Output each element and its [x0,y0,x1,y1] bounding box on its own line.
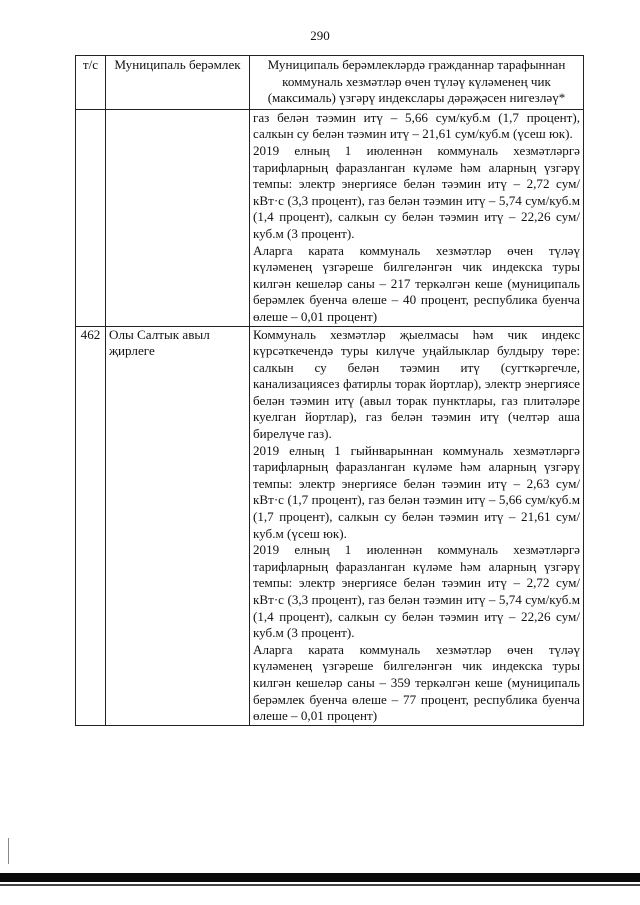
row-number: 462 [76,326,106,725]
scan-margin-mark [8,838,9,864]
row-paragraph: Коммуналь хезмәтләр җыелмасы һәм чик индекс күрсәткечендә туры килүче уңайлыклар булдыру төре: салкын су белән тәэмин итү (сугткәргечле, канализациясез фатирлы торак йортлар), электр энергиясе белән тәэмин итү (авыл торак пунктлары, газ плитәләре куелган йортлар), газ белән тәэмин итү (челтәр аша бирелүче газ). [253,326,580,442]
scan-bottom-border [0,873,640,882]
header-municipality: Муниципаль берәмлек [106,56,250,110]
continuation-text-cell [250,109,584,326]
continuation-paragraph: Аларга карата коммуналь хезмәтләр өчен түләү күләменең үзгәреше билгеләнгән чик индекска туры килгән кешеләр саны – 217 теркәлгән кеше (муниципаль берәмлек буенча өлеше – 40 процент, республика буенча өлеше – 0,01 процент) [253,242,580,324]
scan-bottom-line [0,884,640,886]
table-row-continuation [76,109,584,326]
page-number: 290 [310,28,330,43]
tariff-index-table [75,55,584,726]
continuation-number-cell [76,109,106,326]
continuation-name-cell [106,109,250,326]
row-paragraph: 2019 елның 1 гыйнварыннан коммуналь хезмәтләргә тарифларның фаразланган күләме һәм аларның үзгәрү темпы: электр энергиясе белән тәэмин итү – 2,63 сум/кВт·с (1,7 процент), газ белән тәэмин итү – 5,66 сум/куб.м (1,7 процент), салкын су белән тәэмин итү – 21,61 сум/куб.м (үсеш юк). [253,442,580,541]
row-text-cell [250,326,584,725]
row-paragraph: Аларга карата коммуналь хезмәтләр өчен түләү күләменең үзгәреше билгеләнгән чик индекска туры килгән кешеләр саны – 359 теркәлгән кеше (муниципаль берәмлек буенча өлеше – 77 процент, республика буенча өлеше – 0,01 процент) [253,641,580,724]
continuation-paragraph: 2019 елның 1 июленнән коммуналь хезмәтләргә тарифларның фаразланган күләме һәм аларның үзгәрү темпы: электр энергиясе белән тәэмин итү – 2,72 сум/кВт·с (3,3 процент), газ белән тәэмин итү – 5,74 сум/куб.м (1,4 процент), салкын су белән тәэмин итү – 22,26 сум/куб.м (3 процент). [253,142,580,241]
continuation-paragraph: газ белән тәэмин итү – 5,66 сум/куб.м (1,7 процент), салкын су белән тәэмин итү – 21,61 сум/куб.м (үсеш юк). [253,109,580,142]
table-header-row [76,56,584,110]
table-row-462 [76,326,584,725]
municipality-name: Олы Салтык авыл җирлеге [106,326,250,725]
row-paragraph: 2019 елның 1 июленнән коммуналь хезмәтләргә тарифларның фаразланган күләме һәм аларның үзгәрү темпы: электр энергиясе белән тәэмин итү – 2,72 сум/кВт·с (3,3 процент), газ белән тәэмин итү – 5,74 сум/куб.м (1,4 процент), салкын су белән тәэмин итү – 22,26 сум/куб.м (3 процент). [253,542,580,641]
header-index-justification: Муниципаль берәмлекләрдә гражданнар тарафыннан коммуналь хезмәтләр өчен түләү күләменең чик (максималь) үзгәрү индекслары дәрәҗәсен нигезләү* [250,56,584,110]
header-number: т/с [76,56,106,110]
